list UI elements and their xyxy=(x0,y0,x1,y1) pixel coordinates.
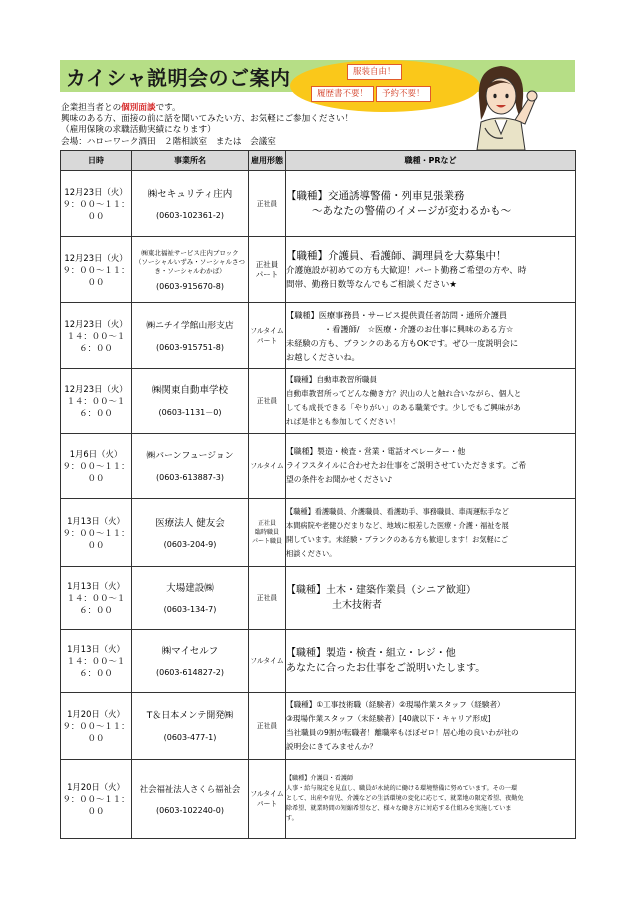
cell-text: フルタイム xyxy=(250,462,284,470)
intro-highlight: 個別面談 xyxy=(121,103,156,113)
cell-text: ９：００〜１１：００ xyxy=(62,198,130,221)
cell-text: ライフスタイルに合わせたお仕事をご説明させていただきます。ご希 xyxy=(286,461,527,470)
header-employment-type: 雇用形態 xyxy=(249,151,286,171)
row-date xyxy=(61,171,132,237)
cell-text: ㈱マイセルフ xyxy=(161,646,219,657)
cell-text: す。 xyxy=(286,815,298,822)
row-employment-type xyxy=(249,237,286,303)
cell-text: 【職種】看護職員、介護職員、看護助手、事務職員、車両運転手など xyxy=(286,506,509,516)
row-pr xyxy=(286,237,576,303)
row-pr xyxy=(286,693,576,760)
table-row xyxy=(61,760,576,839)
cell-text: 正社員 xyxy=(257,520,276,527)
row-employment-type xyxy=(249,303,286,369)
cell-text: 【職種】土木・建築作業員（シニア歓迎） xyxy=(286,585,476,596)
cell-text: ㈱関東自動車学校 xyxy=(151,385,228,396)
table-row xyxy=(61,237,576,303)
row-company xyxy=(132,760,249,839)
venue-line: 会場：ハローワーク酒田 ２階相談室 または 会議室 xyxy=(61,136,276,147)
cell-text: 1月6日（火） xyxy=(69,449,123,459)
cell-text: 人事・給与規定を見直し、職員が永続的に働ける環境整備に努めています。その一環 xyxy=(286,785,518,792)
cell-text: 医療法人 健友会 xyxy=(155,517,225,529)
table-row xyxy=(61,369,576,434)
cell-text: 土木技術者 xyxy=(332,600,382,611)
table-header-row xyxy=(61,151,576,171)
table-row xyxy=(61,303,576,369)
intro-line-1-c: です。 xyxy=(155,103,181,113)
row-company xyxy=(132,171,249,237)
row-pr xyxy=(286,567,576,630)
cell-text: 正社員 xyxy=(256,397,278,405)
row-pr xyxy=(286,171,576,237)
table-row xyxy=(61,693,576,760)
intro-line-1-a: 企業担当者との xyxy=(61,103,122,113)
cell-text: 1月13日（火） xyxy=(67,515,125,526)
cell-text: 大場建設㈱ xyxy=(166,583,214,594)
cell-text: １４：００〜１６：００ xyxy=(66,656,126,678)
cell-text: （ソーシャルいずみ・ソーシャルさつき・ソーシャルわかば） xyxy=(135,257,245,275)
row-pr xyxy=(286,760,576,839)
intro-line-2: 興味のある方、面接の前に話を聞いてみたい方、お気軽にご参加ください！ xyxy=(61,114,354,125)
cell-text: ９：００〜１１：００ xyxy=(62,721,130,743)
row-company-number: (0603-204-9) xyxy=(163,539,217,549)
row-date xyxy=(61,303,132,369)
cell-text: 1月20日（火） xyxy=(67,782,125,792)
cell-text: 【職種】医療事務員・サービス提供責任者訪問・通所介護員 xyxy=(286,309,508,320)
table-row xyxy=(61,630,576,693)
person-illustration xyxy=(455,58,545,150)
cell-text: として、出産や育児、介護などの生活環境の変化に応じて、就業地の限定希望、夜勤免 xyxy=(286,795,524,802)
cell-text: ㈱東北福祉サービス庄内ブロック xyxy=(141,248,239,257)
cell-text: 【職種】①工事技術職（経験者）②現場作業スタッフ（経験者） xyxy=(286,700,505,709)
intro-line-3: （雇用保険の求職活動実績になります） xyxy=(61,125,216,136)
cell-text: 1月13日（火） xyxy=(67,644,125,654)
table-row xyxy=(61,171,576,237)
row-employment-type xyxy=(249,693,286,760)
row-company xyxy=(132,303,249,369)
cell-text: 間帯、勤務日数等なんでもご相談ください★ xyxy=(286,279,457,290)
cell-text: 【職種】自動車教習所職員 xyxy=(286,375,378,384)
cell-text: フルタイム xyxy=(250,326,284,335)
badge-no-resume: 履歴書不要！ xyxy=(311,86,374,102)
row-date xyxy=(61,760,132,839)
row-date xyxy=(61,630,132,693)
row-company-number: (0603-1131－0) xyxy=(158,408,222,417)
cell-text: ９：００〜１１：００ xyxy=(62,264,130,287)
cell-text: 除希望、就業時間の短縮希望など、様々な働き方に対応する仕組みを実施していま xyxy=(286,805,512,812)
row-employment-type xyxy=(249,760,286,839)
row-date xyxy=(61,499,132,567)
header-pr: 職種・PRなど xyxy=(286,151,576,171)
row-pr xyxy=(286,434,576,499)
cell-text: 【職種】製造・検査・営業・電話オペレーター・他 xyxy=(286,447,466,456)
cell-text: 開しています。未経験・ブランクのある方も歓迎します！お気軽にご xyxy=(286,534,509,544)
badge-dress-free: 服装自由！ xyxy=(347,64,402,80)
row-company-number: (0603-102240-0) xyxy=(155,806,224,815)
cell-text: 未経験の方も、ブランクのある方もOKです。ぜひ一度説明会に xyxy=(286,337,519,348)
cell-text: 正社員 xyxy=(256,594,278,602)
cell-text: １４：００〜１６：００ xyxy=(66,396,126,418)
cell-text: 12月23日（火） xyxy=(64,252,128,263)
row-employment-type xyxy=(249,369,286,434)
cell-text: ㈱ニチイ学館山形支店 xyxy=(146,320,234,331)
cell-text: 社会福祉法人さくら福祉会 xyxy=(139,784,241,794)
header-company: 事業所名 xyxy=(132,151,249,171)
cell-text: パート職員 xyxy=(251,538,282,545)
row-company xyxy=(132,630,249,693)
cell-text: パート xyxy=(255,269,279,279)
row-employment-type xyxy=(249,171,286,237)
row-company-number: (0603-613887-3) xyxy=(155,473,224,482)
cell-text: 1月20日（火） xyxy=(67,709,125,719)
cell-text: 【職種】製造・検査・組立・レジ・他 xyxy=(286,648,456,659)
row-date xyxy=(61,369,132,434)
cell-text: ㈱バーンフュージョン xyxy=(146,451,234,461)
row-date xyxy=(61,237,132,303)
cell-text: 自動車教習所ってどんな働き方？沢山の人と触れ合いながら、個人と xyxy=(286,389,522,398)
cell-text: ９：００〜１１：００ xyxy=(62,461,130,483)
cell-text: パート xyxy=(256,800,278,808)
intro-line-1 xyxy=(61,103,353,114)
table-row xyxy=(61,567,576,630)
cell-text: しても成長できる「やりがい」のある職業です。少しでもご興味があ xyxy=(286,403,521,412)
cell-text: パート xyxy=(256,336,278,345)
cell-text: 正社員 xyxy=(256,199,278,208)
cell-text: 説明会にきてみませんか？ xyxy=(286,742,378,751)
cell-text: お越しくださいね。 xyxy=(286,351,360,362)
row-date xyxy=(61,693,132,760)
row-company-number: (0603-134-7) xyxy=(163,605,217,614)
cell-text: １４：００〜１６：００ xyxy=(66,593,126,615)
cell-text: 【職種】介護員、看護師、調理員を大募集中！ xyxy=(286,249,507,262)
row-date xyxy=(61,434,132,499)
cell-text: 望の条件をお聞かせください♪ xyxy=(286,475,393,484)
cell-text: 〜あなたの警備のイメージが変わるかも〜 xyxy=(312,204,512,217)
cell-text: フルタイム xyxy=(250,790,284,798)
cell-text: ㈱セキュリティ庄内 xyxy=(147,188,233,200)
row-company xyxy=(132,434,249,499)
row-company xyxy=(132,567,249,630)
row-employment-type xyxy=(249,630,286,693)
cell-text: 正社員 xyxy=(256,722,278,730)
cell-text: 12月23日（火） xyxy=(64,384,128,394)
header-date: 日時 xyxy=(61,151,132,171)
table-row xyxy=(61,499,576,567)
cell-text: あなたに合ったお仕事をご説明いたします。 xyxy=(286,663,486,674)
row-company-number: (0603-477-1) xyxy=(163,733,217,742)
row-company-number: (0603-102361-2) xyxy=(155,210,224,220)
cell-text: フルタイム xyxy=(250,657,284,665)
row-pr xyxy=(286,303,576,369)
cell-text: ９：００〜１１：００ xyxy=(62,794,130,816)
intro-text xyxy=(61,103,353,148)
cell-text: 正社員 xyxy=(255,259,279,269)
cell-text: 12月23日（火） xyxy=(64,186,128,197)
row-company-number: (0603-614827-2) xyxy=(155,668,224,677)
cell-text: 本間病院や老健ひだまりなど、地域に根差した医療・介護・福祉を展 xyxy=(286,520,509,530)
row-company xyxy=(132,237,249,303)
cell-text: 1月13日（火） xyxy=(67,581,125,591)
row-pr xyxy=(286,499,576,567)
row-date xyxy=(61,567,132,630)
row-company xyxy=(132,693,249,760)
cell-text: 介護施設が初めての方も大歓迎！パート勤務ご希望の方や、時 xyxy=(286,265,527,276)
cell-text: 相談ください。 xyxy=(286,548,337,558)
row-employment-type xyxy=(249,499,286,567)
row-company xyxy=(132,499,249,567)
cell-text: 12月23日（火） xyxy=(64,318,128,329)
row-pr xyxy=(286,630,576,693)
table-row xyxy=(61,434,576,499)
cell-text: 当社職員の9割が転職者！離職率もほぼゼロ！居心地の良いわが社の xyxy=(286,728,519,737)
cell-text: 臨時職員 xyxy=(254,529,279,536)
cell-text: ・看護師/ ☆医療・介護のお仕事に興味のある方☆ xyxy=(324,323,514,334)
events-table xyxy=(60,150,576,839)
cell-text: れば是非とも参加してください！ xyxy=(286,417,400,426)
row-employment-type xyxy=(249,434,286,499)
row-company-number: (0603-915751-8) xyxy=(155,342,224,352)
cell-text: ９：００〜１１：００ xyxy=(62,527,130,550)
cell-text: 【職種】交通誘導警備・列車見張業務 xyxy=(286,189,465,202)
row-company xyxy=(132,369,249,434)
cell-text: １４：００〜１６：００ xyxy=(66,330,126,353)
cell-text: ③現場作業スタッフ（未経験者）[40歳以下・キャリア形成] xyxy=(286,714,491,723)
cell-text: 【職種】介護員・看護師 xyxy=(286,775,354,782)
badge-no-reservation: 予約不要！ xyxy=(376,86,431,102)
row-employment-type xyxy=(249,567,286,630)
cell-text: T＆日本メンテ開発㈱ xyxy=(146,711,234,721)
row-company-number: (0603-915670-8) xyxy=(155,281,224,291)
row-pr xyxy=(286,369,576,434)
page-title: カイシャ説明会のご案内 xyxy=(66,66,291,90)
